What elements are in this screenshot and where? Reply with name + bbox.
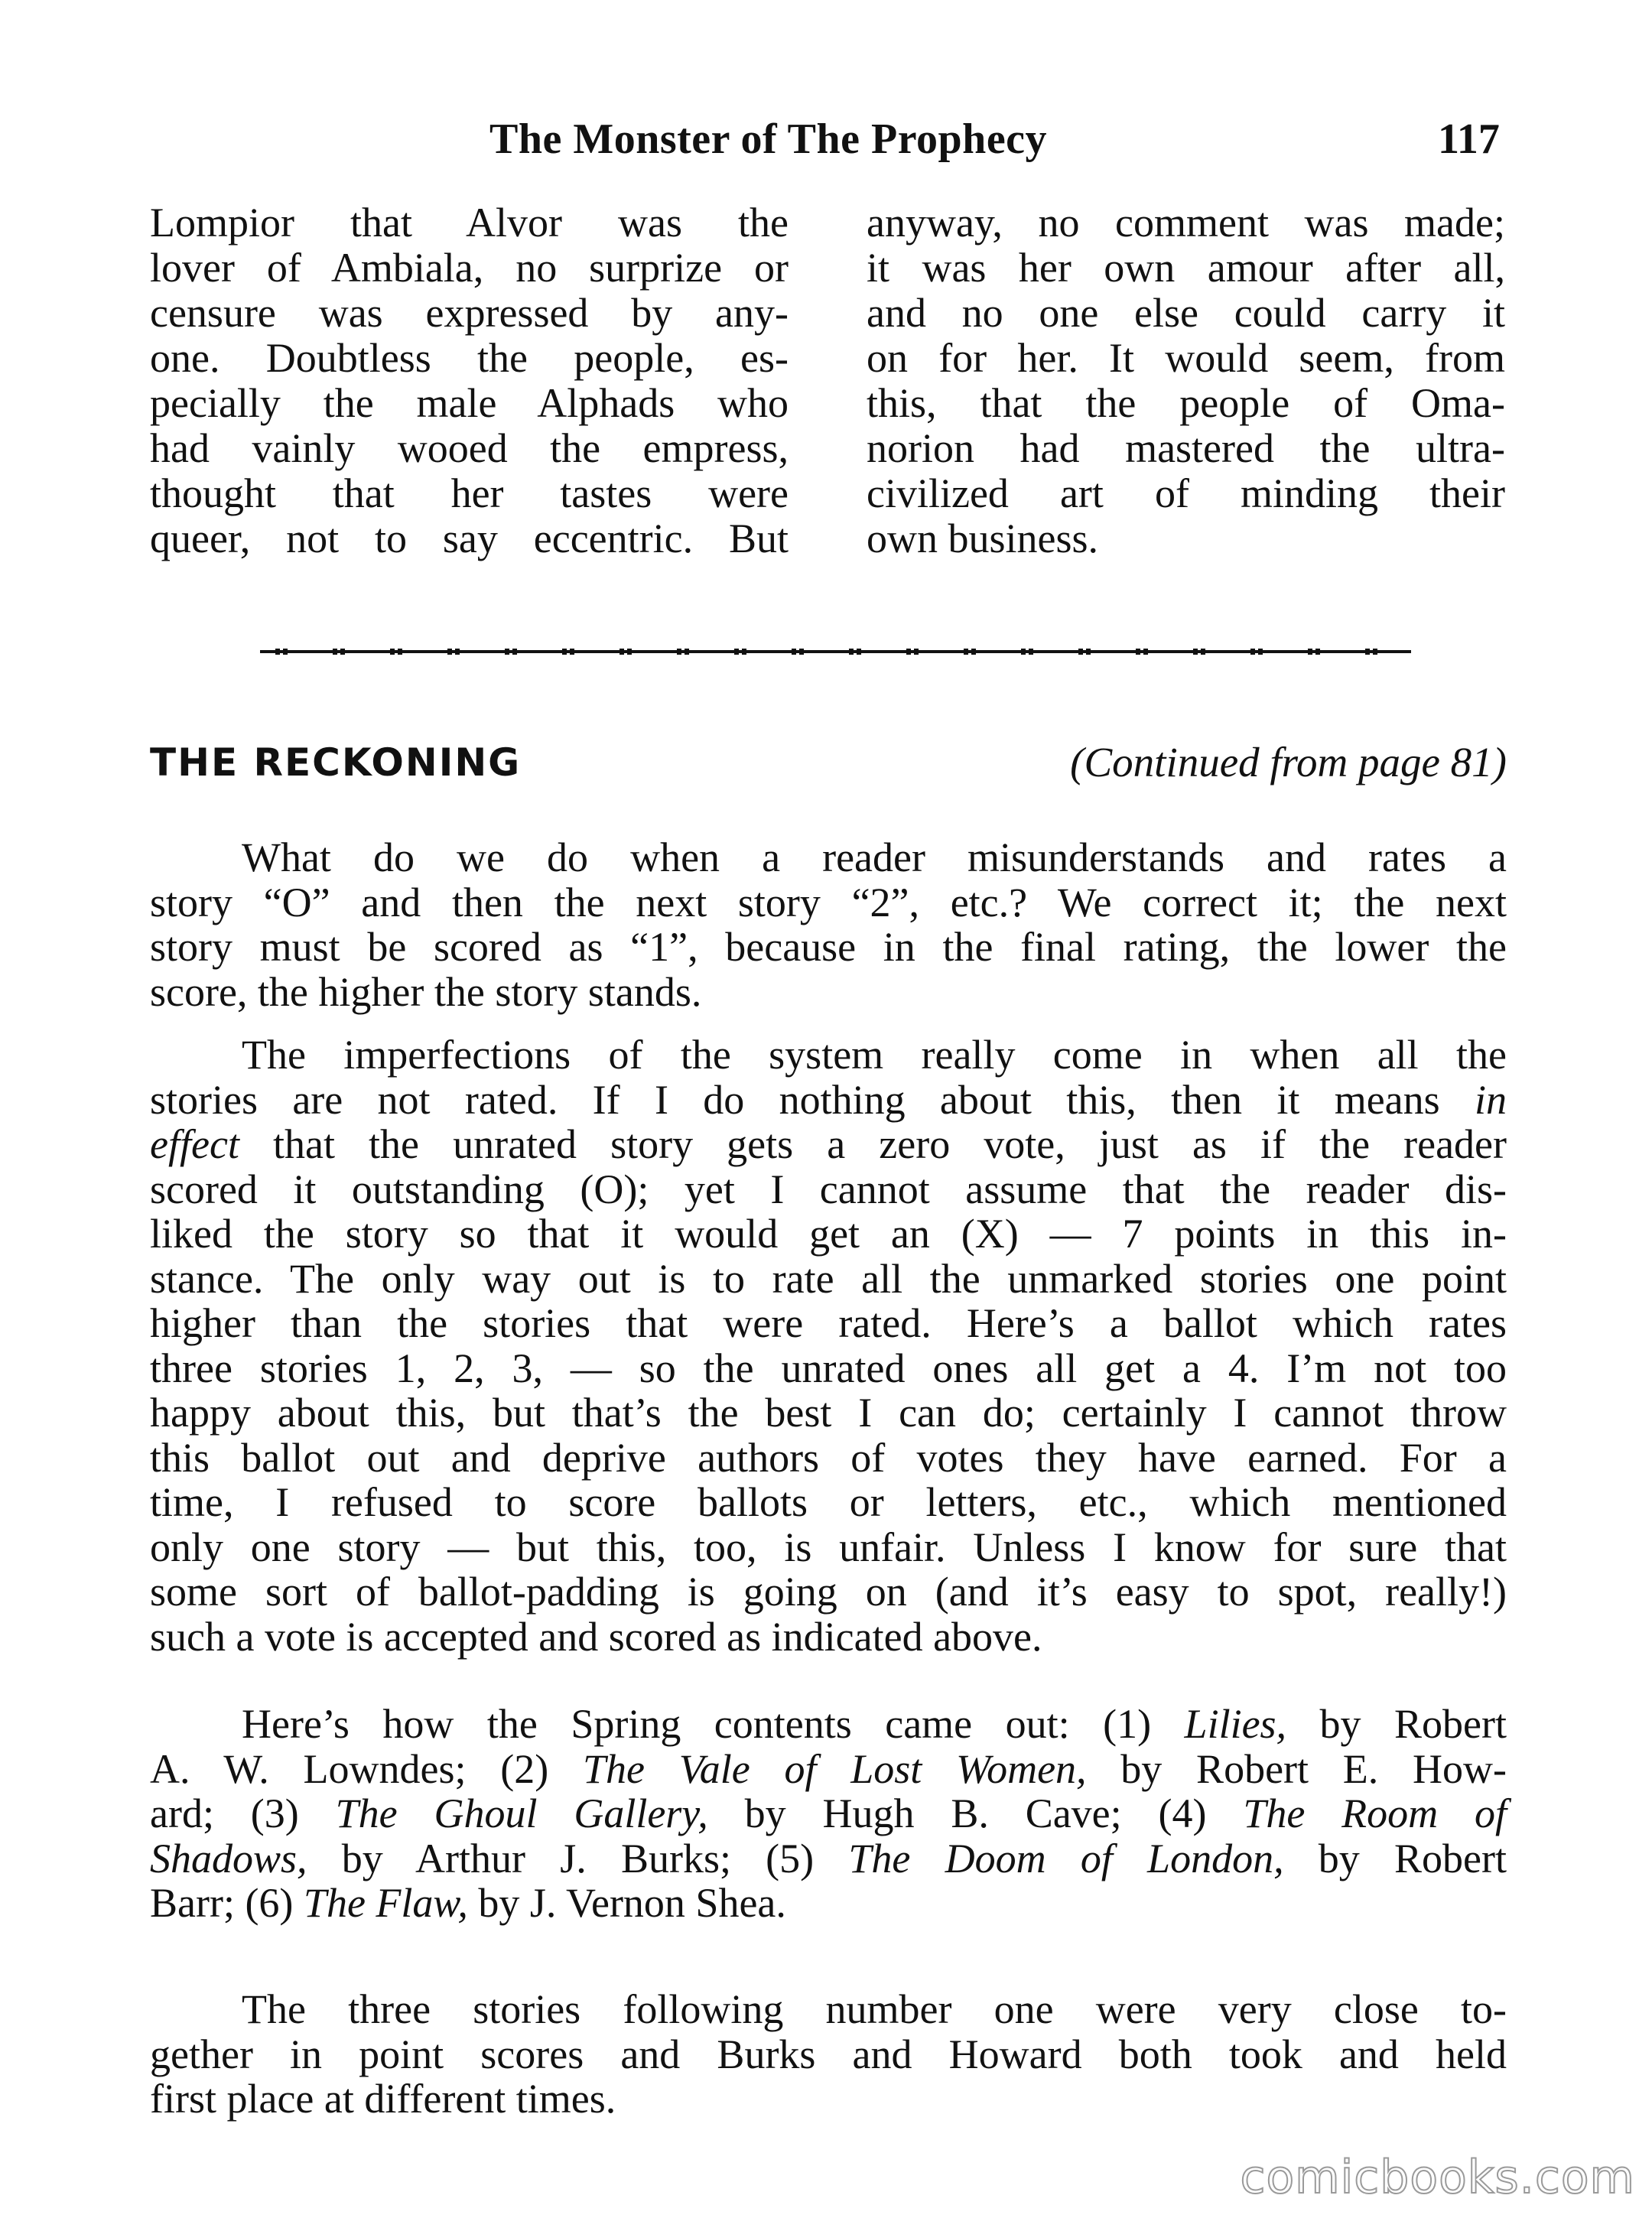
story-title: The Room of (1243, 1790, 1507, 1836)
text-segment: ard; (3) (150, 1790, 336, 1836)
text-line: had vainly wooed the empress, (150, 425, 789, 471)
text-line (150, 1791, 1507, 1836)
text-line: this, that the people of Oma- (867, 380, 1505, 426)
text-segment: Barr; (6) (150, 1880, 304, 1926)
text-line: anyway, no comment was made; (867, 200, 1505, 246)
page-number: 117 (1438, 115, 1500, 163)
left-column-text (150, 200, 789, 561)
text-line: gether in point scores and Burks and Howard both took and held (150, 2031, 1507, 2077)
text-line: only one story — but this, too, is unfair. Unless I know for sure that (150, 1524, 1507, 1570)
text-line: thought that her tastes were (150, 470, 789, 516)
text-line (150, 1881, 1507, 1926)
text-line: higher than the stories that were rated. Here’s a ballot which rates (150, 1300, 1507, 1346)
text-segment: by Robert (1283, 1835, 1507, 1881)
text-line: lover of Ambiala, no surprize or (150, 245, 789, 291)
text-line (150, 1078, 1507, 1123)
text-line: civilized art of minding their (867, 470, 1505, 516)
story-title: The Ghoul Gallery, (335, 1790, 708, 1836)
text-line: one. Doubtless the people, es- (150, 335, 789, 381)
story-title: The Doom of London, (848, 1835, 1284, 1881)
italic-text: in (1474, 1076, 1507, 1123)
text-line (150, 1122, 1507, 1167)
text-segment: that the unrated story gets a zero vote, just as if the reader (239, 1121, 1507, 1167)
text-line: time, I refused to score ballots or letters, etc., which mentioned (150, 1479, 1507, 1525)
right-column-text (867, 200, 1505, 561)
text-segment: by J. Vernon Shea. (467, 1880, 786, 1926)
text-segment: by Robert E. How- (1086, 1745, 1507, 1792)
text-line: What do we do when a reader misunderstands and rates a (242, 834, 1507, 880)
text-segment: by Arthur J. Burks; (5) (307, 1835, 849, 1881)
text-line (150, 1747, 1507, 1792)
text-segment: by Robert (1286, 1701, 1507, 1747)
text-line (150, 1836, 1507, 1881)
story-title: Lilies, (1184, 1701, 1287, 1747)
story-title: The Vale of Lost Women, (583, 1745, 1087, 1792)
text-line: censure was expressed by any- (150, 290, 789, 336)
text-line: The imperfections of the system really come in when all the (242, 1032, 1507, 1078)
text-line: score, the higher the story stands. (150, 968, 702, 1015)
text-line: happy about this, but that’s the best I can do; certainly I cannot throw (150, 1390, 1507, 1436)
text-line: some sort of ballot-padding is going on (and it’s easy to spot, really!) (150, 1569, 1507, 1615)
story-title: The Flaw, (303, 1880, 468, 1926)
text-line: three stories 1, 2, 3, — so the unrated ones all get a 4. I’m not too (150, 1345, 1507, 1391)
text-line (150, 1702, 1507, 1747)
continued-note: (Continued from page 81) (1070, 739, 1507, 785)
watermark: comicbooks.com (1240, 2151, 1635, 2204)
text-segment: by Hugh B. Cave; (4) (707, 1790, 1244, 1836)
text-line: such a vote is accepted and scored as indicated above. (150, 1613, 1042, 1660)
text-line: queer, not to say eccentric. But (150, 515, 789, 561)
text-segment: stories are not rated. If I do nothing about this, then it means (150, 1076, 1475, 1123)
text-line: scored it outstanding (O); yet I cannot assume that the reader dis- (150, 1166, 1507, 1212)
ornamental-divider (260, 649, 1411, 655)
text-line: story “O” and then the next story “2”, etc.? We correct it; the next (150, 879, 1507, 925)
text-line: norion had mastered the ultra- (867, 425, 1505, 471)
text-line: and no one else could carry it (867, 290, 1505, 336)
text-line: Lompior that Alvor was the (150, 200, 789, 246)
text-line: this ballot out and deprive authors of votes they have earned. For a (150, 1434, 1507, 1481)
text-line: liked the story so that it would get an (X) — 7 points in this in- (150, 1211, 1507, 1257)
story-title: Shadows, (150, 1835, 307, 1881)
text-line: first place at different times. (150, 2076, 616, 2122)
paragraph-2 (150, 1033, 1507, 1659)
text-line: pecially the male Alphads who (150, 380, 789, 426)
text-line: stance. The only way out is to rate all the unmarked stories one point (150, 1255, 1507, 1302)
text-segment: A. W. Lowndes; (2) (150, 1745, 583, 1792)
text-line: it was her own amour after all, (867, 245, 1505, 291)
paragraph-3 (150, 1702, 1507, 1926)
text-line: own business. (867, 515, 1099, 561)
paragraph-1 (150, 835, 1507, 1014)
text-line: The three stories following number one were very close to- (242, 1986, 1507, 2032)
running-header-title: The Monster of The Prophecy (489, 115, 1048, 163)
text-line: story must be scored as “1”, because in the final rating, the lower the (150, 924, 1507, 970)
italic-text: effect (150, 1121, 239, 1167)
paragraph-4 (150, 1987, 1507, 2122)
text-segment: Here’s how the Spring contents came out: (1) (242, 1701, 1185, 1747)
text-line: on for her. It would seem, from (867, 335, 1505, 381)
section-title: THE RECKONING (150, 740, 522, 785)
